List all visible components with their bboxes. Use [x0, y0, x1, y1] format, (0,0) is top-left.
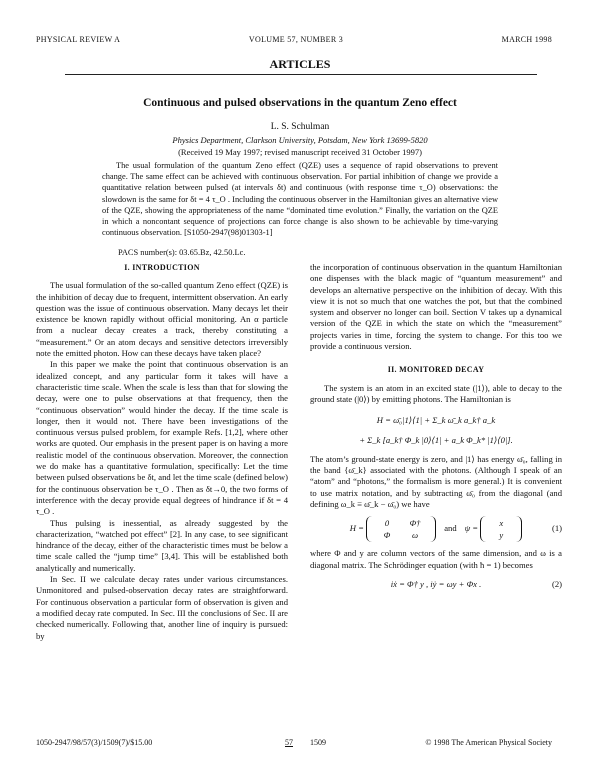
right-paragraph-2: The system is an atom in an excited state (|1⟩), able to decay to the ground state (|0⟩) by emitting photons. The Hamiltonian is [310, 382, 562, 404]
intro-paragraph-1: The usual formulation of the so-called quantum Zeno effect (QZE) is the inhibition of decay due to frequent, intermittent observation. An early question was the issue of continuous observation. Many decays let their existence be known rapidly without official monitoring. An α particle from a nuclear decay creates a track, thereby constituting a “measurement.” Or an atom decays and sensitive detectors irreversibly note the emitted photon. How can these decays have taken place? [36, 280, 289, 359]
header-rule [65, 74, 537, 75]
page-footer [36, 738, 552, 750]
hamiltonian-equation-line-1: H = ω̄₀|1⟩⟨1| + Σ_k ω̄_k a_k† a_k [376, 415, 496, 426]
psi-label: ψ = [464, 523, 479, 534]
psi-entry-x: x [499, 518, 504, 529]
copyright: © 1998 The American Physical Society [425, 738, 552, 747]
pacs-numbers: PACS number(s): 03.65.Bz, 42.50.Lc. [118, 248, 246, 257]
schrodinger-equation [310, 579, 562, 590]
matrix-equation [310, 516, 562, 542]
matrix-and: and [444, 523, 457, 534]
psi-entry-y: y [499, 530, 504, 541]
volume-number: VOLUME 57, NUMBER 3 [248, 35, 344, 44]
issn-code: 1050-2947/98/57(3)/1509(7)/$15.00 [36, 738, 153, 747]
footer-volume: 57 [285, 738, 293, 747]
page-number: 1509 [310, 738, 326, 747]
author-name: L. S. Schulman [270, 122, 330, 132]
equation-number-1: (1) [551, 523, 562, 534]
equation-number-2: (2) [551, 578, 562, 589]
intro-heading: I. INTRODUCTION [124, 263, 200, 272]
matrix-h-label: H = [349, 523, 364, 534]
paper-title: Continuous and pulsed observations in the quantum Zeno effect [143, 97, 457, 109]
matrix-entry-11: 0 [384, 518, 390, 529]
received-dates: (Received 19 May 1997; revised manuscript received 31 October 1997) [178, 147, 422, 157]
affiliation: Physics Department, Clarkson University, Potsdam, New York 13699-5820 [172, 135, 428, 145]
matrix-entry-12: Φ† [409, 518, 421, 529]
right-paragraph-3: The atom’s ground-state energy is zero, and |1⟩ has energy ω̄₀, falling in the band {ω̄_k} associated with the photons. (Although I speak of an “atom” and “photons,” the formalism is more general.) It is convenient to use matrix notation, and by subtracting ω̄₀ from the diagonal (and defining ω_k ≡ ω̄_k − ω̄₀) we have [310, 453, 562, 510]
abstract [102, 160, 498, 238]
left-column [36, 262, 288, 642]
journal-name: PHYSICAL REVIEW A [36, 35, 121, 44]
intro-paragraph-3: Thus pulsing is inessential, as already suggested by the characterization, “watched pot effect” [2]. In any case, to see significant hindrance of the decay, either of the characteristic times must be below a time scale called the “jump time” [3,4]. This will be established both analytically and numerically. [36, 517, 288, 573]
issue-date: MARCH 1998 [501, 35, 552, 44]
right-column [310, 262, 562, 590]
monitored-decay-heading: II. MONITORED DECAY [387, 365, 485, 375]
hamiltonian-matrix [366, 516, 436, 542]
section-label: ARTICLES [269, 57, 331, 71]
hamiltonian-equation-line-2: + Σ_k [a_k† Φ_k |0⟩⟨1| + a_k Φ_k* |1⟩⟨0|]. [359, 434, 513, 445]
abstract-text: The usual formulation of the quantum Zeno effect (QZE) uses a sequence of rapid observations to prevent change. The same effect can be achieved with continuous observation. For partial inhibition of change we provide a quantitative relation between pulsed (at intervals δt) and continuous (with response time τ_O) observations: the slowdown is the same for δt = 4 τ_O . Including the continuous observer in the Hamiltonian gives an alternative view of the QZE, showing the appropriateness of the name “dominated time evolution.” Finally, the variation on the QZE in which a noncontant sequence of projections can force change is also shown to be achievable by time-varying continuous observation. [S1050-2947(98)01303-1] [102, 161, 498, 238]
intro-paragraph-4: In Sec. II we calculate decay rates under various circumstances. Unmonitored and pulsed-observation decay rates are straightforward. For continuous observation a particular form of observation is given and a modified decay rate computed. In Sec. III the conclusions of Sec. II are checked numerically. Following that, another line of inquiry is pursued: by [36, 574, 288, 641]
intro-paragraph-2: In this paper we make the point that continuous observation is an idealized concept, and any particular form it takes will have a characteristic time scale. When the scale is less than that for slowing the decay, were one to pulse observations at that frequency, then the “continuous observation” would hinder the decay. If the time scale is longer, then it would not. There have been investigations of the continuous versus pulsed problem, for example Refs. [1,2], where other works are quoted. Our emphasis in the present paper is on having a more realistic model of the continuous observation. Moreover, the connection we do make has a quantitative formulation, specifically: Let the time between pulsed observations be δt, and let the time scale (defined below) for the continuous observation be τ_O . Then as δt→0, the two forms of interference with the decay provide equal degrees of hindrance if δt = 4 τ_O . [36, 359, 288, 517]
matrix-entry-22: ω [412, 530, 419, 541]
matrix-entry-21: Φ [383, 530, 391, 541]
right-paragraph-1: the incorporation of continuous observation in the quantum Hamiltonian one dispenses with the black magic of “quantum measurement” and develops an alternative perspective on the inhibition of decay. With this view it is not so much that one watches the pot, but that the combined system and observer no longer can boil. Section V takes up a dynamical version of the QZE in which the state on which the “measurement” projects varies in time, forcing the system to change. For this too we provide a continuous version. [310, 262, 562, 352]
schrodinger-equation-text: iẋ = Φ† y , iẏ = ωy + Φx . [390, 578, 482, 589]
psi-vector [480, 516, 522, 542]
running-header [36, 35, 552, 47]
right-paragraph-4: where Φ and y are column vectors of the same dimension, and ω is a diagonal matrix. The Schrödinger equation (with ħ = 1) becomes [310, 548, 562, 570]
